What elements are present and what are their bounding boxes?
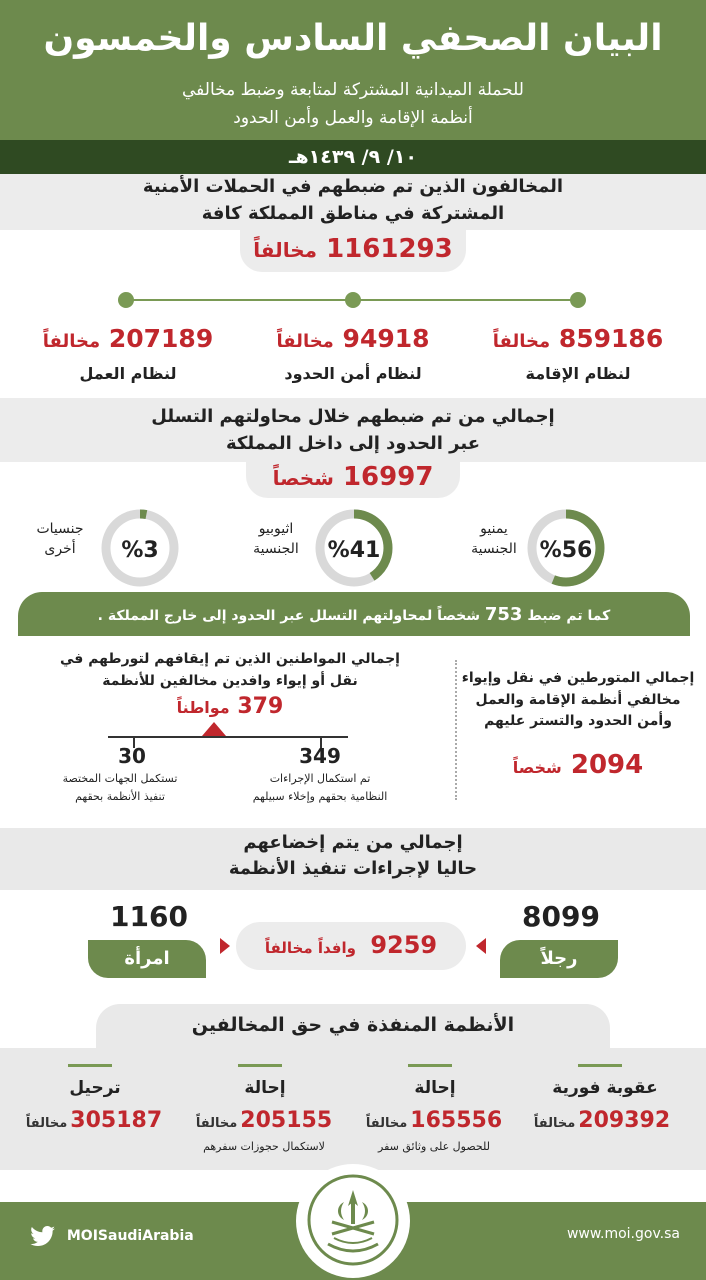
women-value: 1160: [110, 900, 188, 933]
citizens-split-line: [108, 736, 348, 738]
ministry-emblem-icon: [306, 1172, 400, 1270]
border-value: 94918: [342, 324, 430, 353]
border-heading-line1: إجمالي من تم ضبطهم خلال محاولتهم التسلل: [151, 406, 555, 427]
citizens-pending-value: 30: [118, 744, 146, 768]
total-heading-line1: المخالفون الذين تم ضبطهم في الحملات الأمنية: [142, 176, 564, 197]
exit-value: 753: [484, 604, 523, 625]
date-text: ١٠/ ٩/ ١٤٣٩هـ: [289, 146, 417, 168]
residency-label: لنظام الإقامة: [525, 364, 631, 383]
penalty-title-deport: ترحيل: [69, 1078, 121, 1098]
arrow-right-icon: [476, 938, 486, 954]
penalty-title-referral-travel: إحالة: [244, 1078, 286, 1098]
arrow-left-icon: [220, 938, 230, 954]
citizens-pending-desc: تستكمل الجهات المختصة تنفيذ الأنظمة بحقهم: [62, 772, 178, 803]
penalty-dash: [578, 1064, 622, 1067]
total-violators: [240, 234, 466, 264]
citizens-unit: مواطناً: [176, 698, 230, 717]
page-title: البيان الصحفي السادس والخمسون: [43, 18, 663, 59]
citizens-released-value: 349: [299, 744, 341, 768]
men-value: 8099: [522, 900, 600, 933]
men-label: رجلاً: [500, 940, 618, 978]
website-link[interactable]: www.moi.gov.sa: [566, 1226, 680, 1242]
involved-unit: شخصاً: [512, 758, 562, 777]
citizens-released-desc: تم استكمال الإجراءات النظامية بحقهم وإخلاء سبيلهم: [252, 772, 388, 803]
foreigners-total: [236, 931, 466, 959]
foreigners-label: وافداً مخالفاً: [264, 939, 356, 957]
total-unit: مخالفاً: [253, 238, 318, 262]
timeline-dot: [118, 292, 134, 308]
border-heading-line2: عبر الحدود إلى داخل المملكة: [225, 433, 480, 454]
exit-text: كما تم ضبط 753 شخصاً لمحاولتهم التسلل عبر الحدود إلى خارج المملكة .: [97, 604, 611, 625]
twitter-handle[interactable]: MOISaudiArabia: [30, 1226, 210, 1246]
procedures-heading-line2: حاليا لإجراءات تنفيذ الأنظمة: [228, 858, 478, 879]
border-total: [246, 462, 460, 492]
residency-violators: [468, 324, 688, 353]
penalties-heading: الأنظمة المنفذة في حق المخالفين: [191, 1014, 515, 1036]
total-value: 1161293: [326, 234, 453, 264]
residency-value: 859186: [558, 324, 664, 353]
penalty-dash: [68, 1064, 112, 1067]
labor-label: لنظام العمل: [79, 364, 177, 383]
total-heading-line2: المشتركة في مناطق المملكة كافة: [201, 203, 505, 224]
penalty-sub-referral-travel: لاستكمال حجوزات سفرهم: [203, 1140, 325, 1153]
labor-value: 207189: [108, 324, 214, 353]
subtitle-line1: للحملة الميدانية المشتركة لمتابعة وضبط مخالفي: [182, 80, 524, 100]
involved-text: إجمالي المتورطين في نقل وإيواء مخالفي أنظمة الإقامة والعمل وأمن الحدود والتستر عليهم: [461, 670, 695, 730]
border-unit: مخالفاً: [276, 331, 334, 352]
ring-yemeni-percent: %56: [539, 538, 593, 563]
penalty-title-immediate: عقوبة فورية: [552, 1078, 658, 1098]
penalty-dash: [238, 1064, 282, 1067]
timeline-dot: [570, 292, 586, 308]
citizens-text: إجمالي المواطنين الذين تم إيقافهم لتورطهم في نقل أو إيواء وافدين مخالفين للأنظمة: [60, 651, 400, 690]
ring-yemeni: [524, 506, 608, 590]
subtitle-line2: أنظمة الإقامة والعمل وأمن الحدود: [233, 108, 473, 128]
penalty-dash: [408, 1064, 452, 1067]
ring-other-percent: %3: [121, 538, 159, 563]
citizens-triangle-icon: [202, 722, 226, 736]
border-total-value: 16997: [342, 462, 434, 492]
border-total-unit: شخصاً: [272, 466, 334, 490]
foreigners-value: 9259: [370, 931, 438, 959]
border-violators: [243, 324, 463, 353]
timeline-dot: [345, 292, 361, 308]
ring-ethiopian-percent: %41: [327, 538, 381, 563]
ring-ethiopian-label: اثيوبيو الجنسية: [253, 521, 299, 557]
ring-other: [98, 506, 182, 590]
labor-unit: مخالفاً: [42, 331, 101, 352]
ring-ethiopian: [312, 506, 396, 590]
citizens-value: 379: [237, 694, 284, 719]
procedures-heading-line1: إجمالي من يتم إخضاعهم: [243, 832, 463, 853]
penalty-sub-referral-docs: للحصول على وثائق سفر: [378, 1140, 490, 1153]
penalty-value-immediate: 209392مخالفاً: [533, 1108, 671, 1133]
involved-value: 2094: [570, 750, 644, 780]
column-divider: [455, 660, 457, 800]
twitter-icon: [30, 1226, 56, 1246]
ring-yemeni-label: يمنيو الجنسية: [471, 521, 517, 557]
women-label: امرأة: [88, 940, 206, 978]
penalty-value-referral-travel: 205155مخالفاً: [195, 1108, 333, 1133]
penalty-value-referral-docs: 165556مخالفاً: [365, 1108, 503, 1133]
labor-violators: [18, 324, 238, 353]
citizens-total: [20, 694, 440, 719]
border-label: لنظام أمن الحدود: [284, 364, 422, 383]
ring-other-label: جنسيات أخرى: [36, 521, 84, 557]
penalty-value-deport: 305187مخالفاً: [25, 1108, 163, 1133]
involved-total: [458, 750, 698, 780]
penalty-title-referral-docs: إحالة: [414, 1078, 456, 1098]
residency-unit: مخالفاً: [492, 331, 551, 352]
